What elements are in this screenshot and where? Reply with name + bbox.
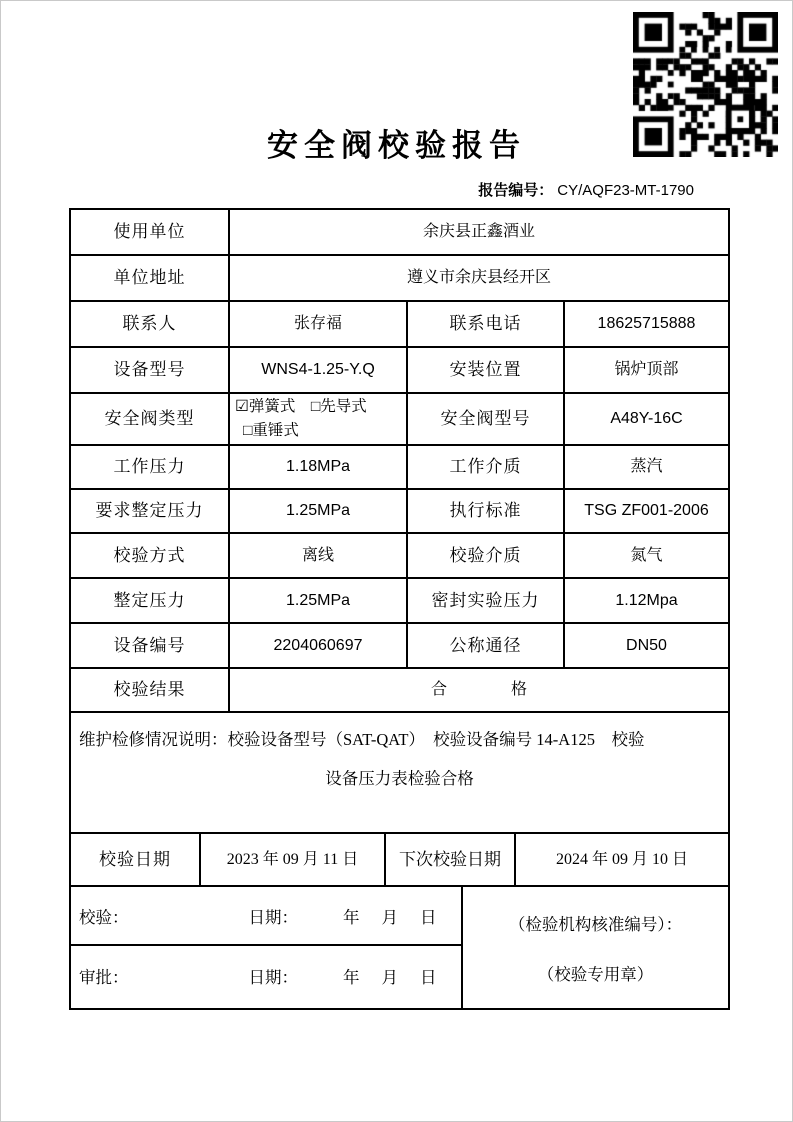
field-value-next-calibration-date: 2024 年 09 月 10 日 xyxy=(555,850,688,868)
field-label-equipment-model: 设备型号 xyxy=(71,348,230,392)
field-label-calibration-medium: 校验介质 xyxy=(408,534,565,577)
maintenance-note-line1: 维护检修情况说明：校验设备型号（SAT-QAT） 校验设备编号 14-A125 校验 xyxy=(79,730,645,749)
stamp-area xyxy=(463,887,728,1008)
checkbox-spring-pilot: ☑弹簧式 □先导式 xyxy=(235,398,367,415)
table-row xyxy=(71,210,728,256)
approver-label: 审批： xyxy=(79,968,129,987)
month-label: 月 xyxy=(381,968,398,987)
day-label: 日 xyxy=(420,907,437,927)
field-value-nominal-diameter: DN50 xyxy=(626,636,667,654)
field-label-valve-type: 安全阀类型 xyxy=(71,394,230,444)
field-label-result: 校验结果 xyxy=(71,669,230,711)
signature-section xyxy=(71,887,728,1008)
field-label-valve-model: 安全阀型号 xyxy=(408,394,565,444)
approver-signature-row xyxy=(71,946,461,1006)
table-row xyxy=(71,394,728,446)
year-label: 年 xyxy=(343,968,360,987)
field-value-set-pressure: 1.25MPa xyxy=(230,579,408,622)
table-row xyxy=(71,534,728,579)
field-label-required-set-pressure: 要求整定压力 xyxy=(71,490,230,532)
table-row xyxy=(71,669,728,713)
maintenance-note xyxy=(71,713,728,834)
checkbox-weight: □重锤式 xyxy=(243,422,299,439)
year-label: 年 xyxy=(343,907,360,927)
field-value-install-position: 锅炉顶部 xyxy=(614,361,679,378)
field-label-standard: 执行标准 xyxy=(408,490,565,532)
table-row xyxy=(71,624,728,669)
report-number xyxy=(69,179,726,200)
signature-left-block xyxy=(71,887,463,1008)
calibration-date-row xyxy=(71,834,728,887)
page-title: 安全阀校验报告 xyxy=(267,128,526,163)
field-value-equipment-number: 2204060697 xyxy=(230,624,408,667)
field-label-equipment-number: 设备编号 xyxy=(71,624,230,667)
field-value-working-medium: 蒸汽 xyxy=(630,458,663,475)
field-label-set-pressure: 整定压力 xyxy=(71,579,230,622)
table-row xyxy=(71,446,728,490)
field-value-use-unit: 余庆县正鑫酒业 xyxy=(422,223,535,240)
report-number-value: CY/AQF23-MT-1790 xyxy=(557,182,694,199)
field-label-install-position: 安装位置 xyxy=(408,348,565,392)
calibrator-label: 校验： xyxy=(79,907,129,927)
field-label-nominal-diameter: 公称通径 xyxy=(408,624,565,667)
table-row xyxy=(71,302,728,348)
field-label-seal-test-pressure: 密封实验压力 xyxy=(408,579,565,622)
field-label-calibration-date: 校验日期 xyxy=(71,834,201,885)
report-number-label: 报告编号： xyxy=(478,183,554,199)
approval-number-label: （检验机构核准编号）： xyxy=(508,914,683,934)
field-label-working-pressure: 工作压力 xyxy=(71,446,230,488)
special-seal-label: （校验专用章） xyxy=(537,964,654,984)
calibrator-signature-row xyxy=(71,887,461,946)
field-value-calibration-medium: 氮气 xyxy=(630,546,663,564)
field-label-unit-address: 单位地址 xyxy=(71,256,230,300)
field-value-working-pressure: 1.18MPa xyxy=(230,446,408,488)
field-value-required-set-pressure: 1.25MPa xyxy=(230,490,408,532)
table-row xyxy=(71,256,728,302)
report-table xyxy=(69,208,730,1010)
field-label-working-medium: 工作介质 xyxy=(408,446,565,488)
field-value-calibration-method: 离线 xyxy=(230,534,408,577)
field-value-standard: TSG ZF001-2006 xyxy=(584,502,709,519)
field-value-unit-address: 遵义市余庆县经开区 xyxy=(406,269,551,286)
field-label-phone: 联系电话 xyxy=(408,302,565,346)
valve-type-checkbox-group xyxy=(230,394,408,444)
table-row xyxy=(71,490,728,534)
field-label-next-calibration-date: 下次校验日期 xyxy=(386,834,516,885)
date-label: 日期： xyxy=(248,968,298,987)
day-label: 日 xyxy=(420,968,437,987)
date-label: 日期： xyxy=(248,907,298,927)
field-value-phone: 18625715888 xyxy=(597,315,696,332)
table-row xyxy=(71,348,728,394)
field-value-contact: 张存福 xyxy=(230,302,408,346)
field-value-equipment-model: WNS4-1.25-Y.Q xyxy=(230,348,408,392)
field-label-contact: 联系人 xyxy=(71,302,230,346)
maintenance-note-line2: 设备压力表检验合格 xyxy=(325,769,474,788)
field-value-result: 合 格 xyxy=(430,681,527,698)
table-row xyxy=(71,579,728,624)
field-value-calibration-date: 2023 年 09 月 11 日 xyxy=(201,834,386,885)
field-value-valve-model: A48Y-16C xyxy=(610,410,683,427)
field-label-use-unit: 使用单位 xyxy=(71,210,230,254)
month-label: 月 xyxy=(381,907,398,927)
field-label-calibration-method: 校验方式 xyxy=(71,534,230,577)
field-value-seal-test-pressure: 1.12Mpa xyxy=(615,591,678,609)
